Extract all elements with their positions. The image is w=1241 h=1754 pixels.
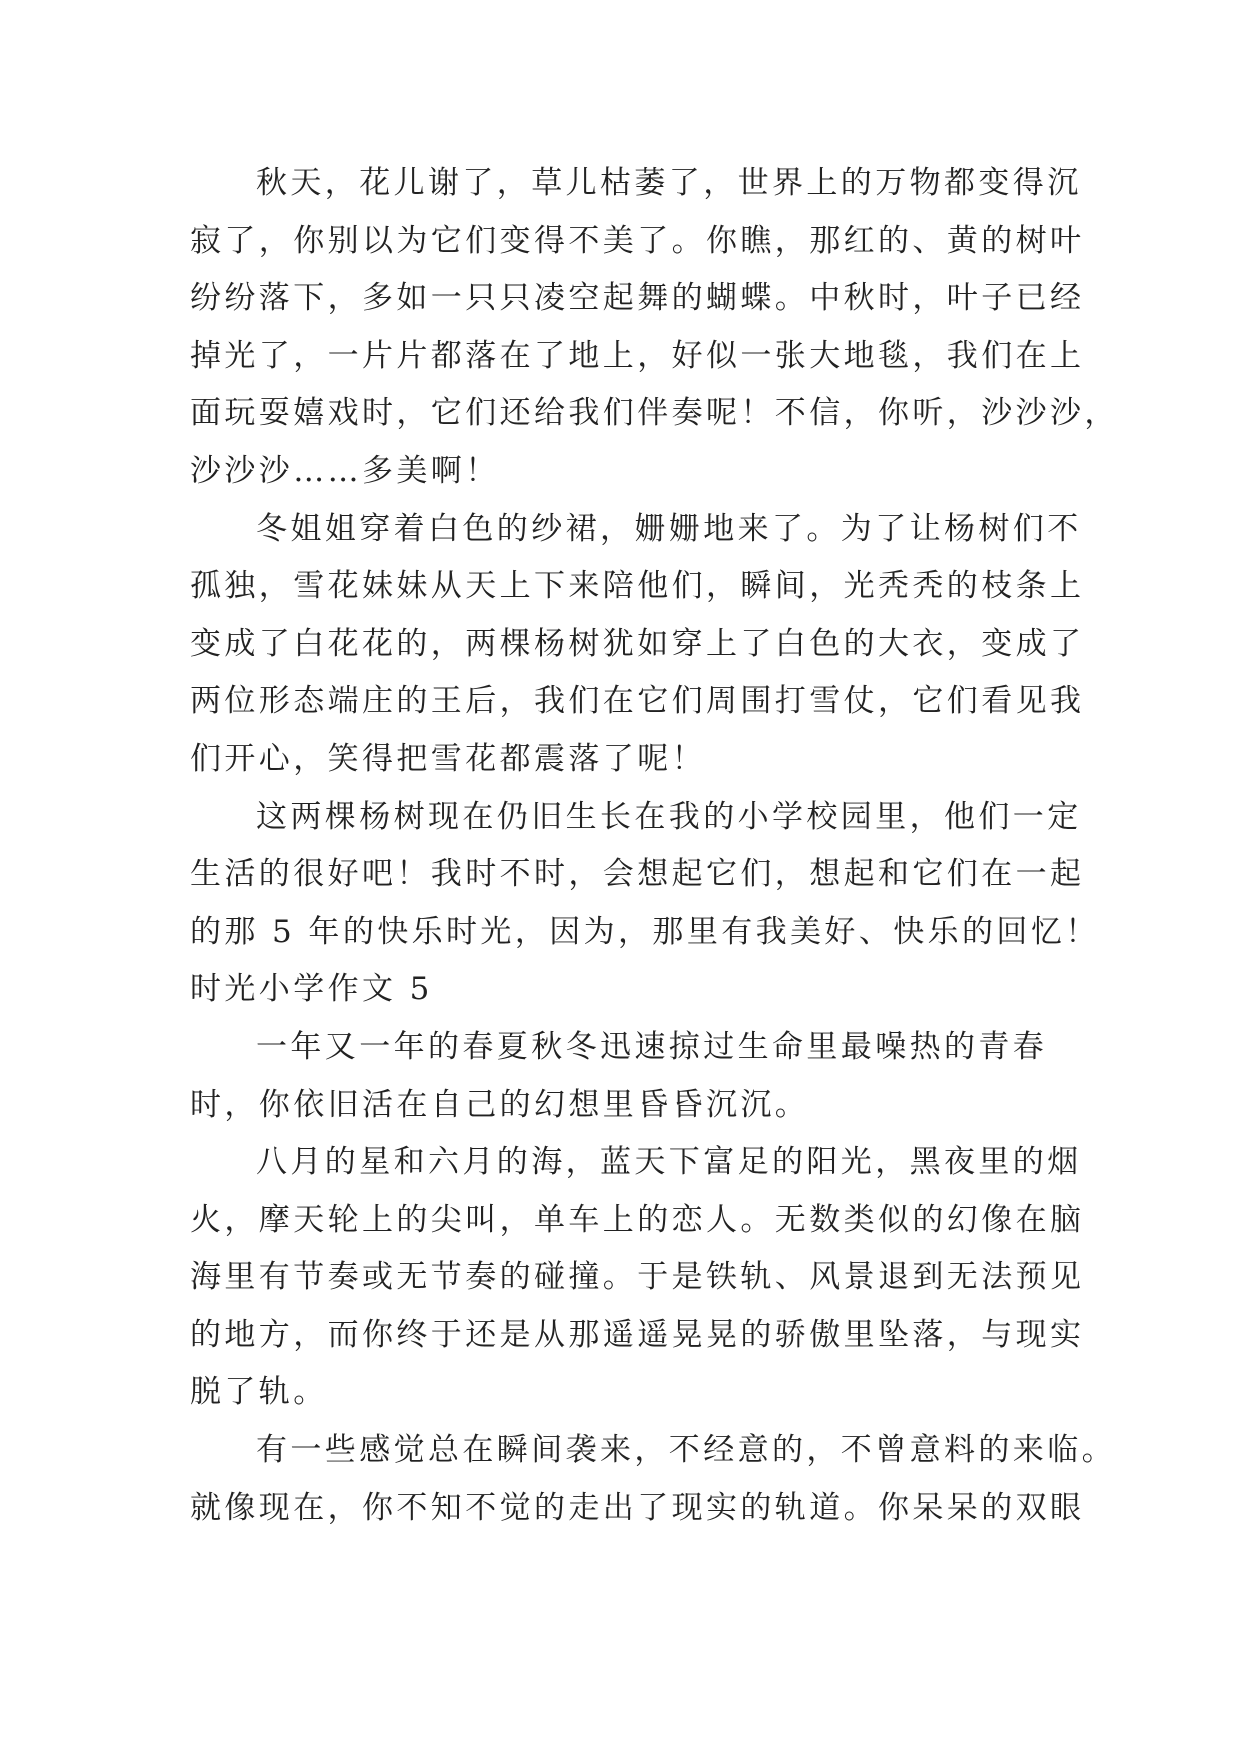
text-line: 海里有节奏或无节奏的碰撞。于是铁轨、风景退到无法预见 — [190, 1259, 1085, 1296]
text-line: 两位形态端庄的王后，我们在它们周围打雪仗，它们看见我 — [190, 683, 1085, 720]
text-line: 的地方，而你终于还是从那遥遥晃晃的骄傲里坠落，与现实 — [190, 1316, 1085, 1353]
text-line: 冬姐姐穿着白色的纱裙，姗姗地来了。为了让杨树们不 — [256, 510, 1082, 547]
text-line: 的那 5 年的快乐时光，因为，那里有我美好、快乐的回忆！ — [190, 913, 1100, 950]
text-line: 脱了轨。 — [190, 1374, 328, 1411]
text-line: 孤独，雪花妹妹从天上下来陪他们，瞬间，光秃秃的枝条上 — [190, 568, 1085, 605]
text-line: 沙沙沙……多美啊！ — [190, 452, 500, 489]
document-body — [190, 155, 1119, 1537]
text-line: 掉光了，一片片都落在了地上，好似一张大地毯，我们在上 — [190, 337, 1085, 374]
text-line: 有一些感觉总在瞬间袭来，不经意的，不曾意料的来临。 — [256, 1432, 1116, 1469]
text-line: 们开心，笑得把雪花都震落了呢！ — [190, 740, 706, 777]
text-line: 时，你依旧活在自己的幻想里昏昏沉沉。 — [190, 1086, 810, 1123]
text-line: 这两棵杨树现在仍旧生长在我的小学校园里，他们一定 — [256, 798, 1082, 835]
text-line: 就像现在，你不知不觉的走出了现实的轨道。你呆呆的双眼 — [190, 1489, 1085, 1526]
text-line: 面玩耍嬉戏时，它们还给我们伴奏呢！不信，你听，沙沙沙， — [190, 395, 1119, 432]
text-line: 火，摩天轮上的尖叫，单车上的恋人。无数类似的幻像在脑 — [190, 1201, 1085, 1238]
text-line: 纷纷落下，多如一只只凌空起舞的蝴蝶。中秋时，叶子已经 — [190, 280, 1085, 317]
text-line: 秋天，花儿谢了，草儿枯萎了，世界上的万物都变得沉 — [256, 165, 1082, 201]
text-line: 时光小学作文 5 — [190, 971, 433, 1008]
text-line: 寂了，你别以为它们变得不美了。你瞧，那红的、黄的树叶 — [190, 222, 1085, 259]
text-line: 八月的星和六月的海，蓝天下富足的阳光，黑夜里的烟 — [256, 1144, 1082, 1181]
text-line: 一年又一年的春夏秋冬迅速掠过生命里最噪热的青春 — [256, 1028, 1048, 1065]
text-line: 变成了白花花的，两棵杨树犹如穿上了白色的大衣，变成了 — [190, 625, 1085, 662]
text-line: 生活的很好吧！我时不时，会想起它们，想起和它们在一起 — [190, 856, 1085, 893]
